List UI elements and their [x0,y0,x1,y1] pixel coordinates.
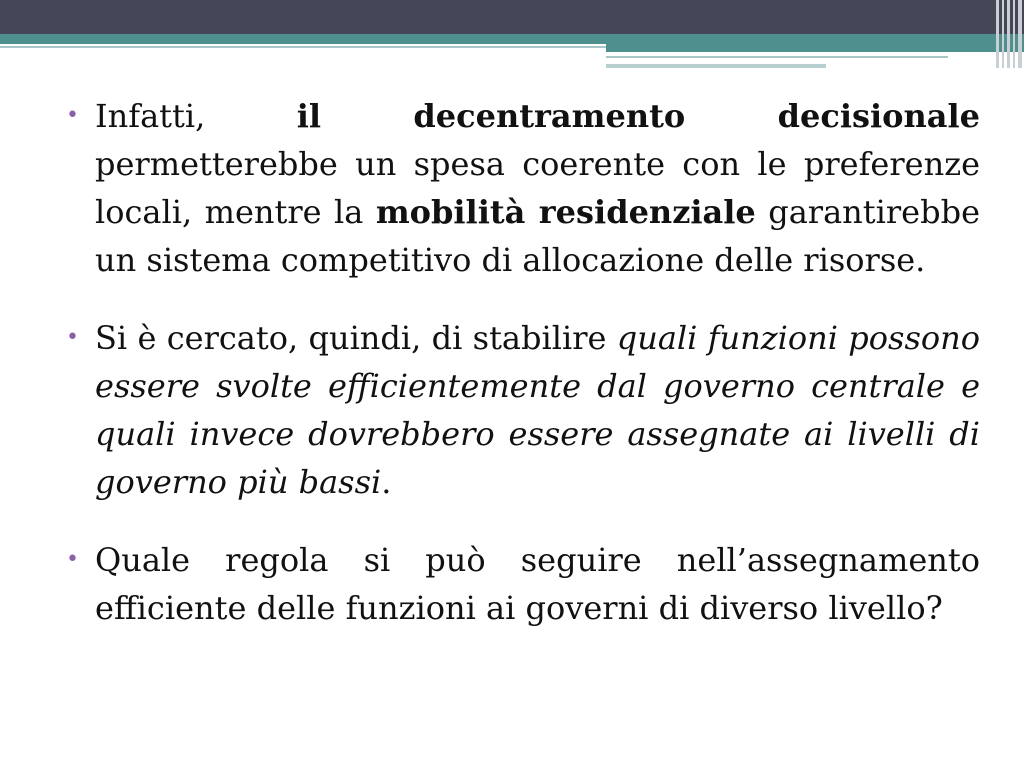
header-light-line [0,46,606,48]
bullet-text: garantirebbe un sistema competitivo di allocazione delle risorse. [95,193,981,279]
bullet-item [66,314,980,506]
bullet-text: Si è cercato, quindi, di stabilire [95,319,617,357]
bullet-text-italic: quali funzioni possono essere svolte efficientemente dal governo centrale e quali invece dovrebbero essere assegnate ai livelli di governo più bassi [95,319,981,501]
bullet-dot: • [66,325,79,350]
bullet-text: . [381,463,392,501]
bullet-text-bold: il decentramento decisionale [296,97,980,135]
bullet-text: Infatti, [95,97,297,135]
header-teal-band [0,34,1024,44]
bullet-item [66,536,980,632]
header-teal-accent [606,44,1024,52]
header-corner-bars [994,0,1024,68]
bullet-item [66,92,980,284]
bullet-dot: • [66,103,79,128]
bullet-text: permetterebbe un spesa coerente con le preferenze locali, mentre la [95,145,980,231]
bullet-text: Quale regola si può seguire nell’assegnamento efficiente delle funzioni ai governi di diverso livello? [95,541,980,627]
header-dark-band [0,0,1024,34]
bullet-dot: • [66,547,79,572]
bullet-text-bold: mobilità residenziale [375,193,756,231]
header-light-line [606,64,826,68]
slide-body [66,92,980,632]
header-light-line [606,56,948,58]
